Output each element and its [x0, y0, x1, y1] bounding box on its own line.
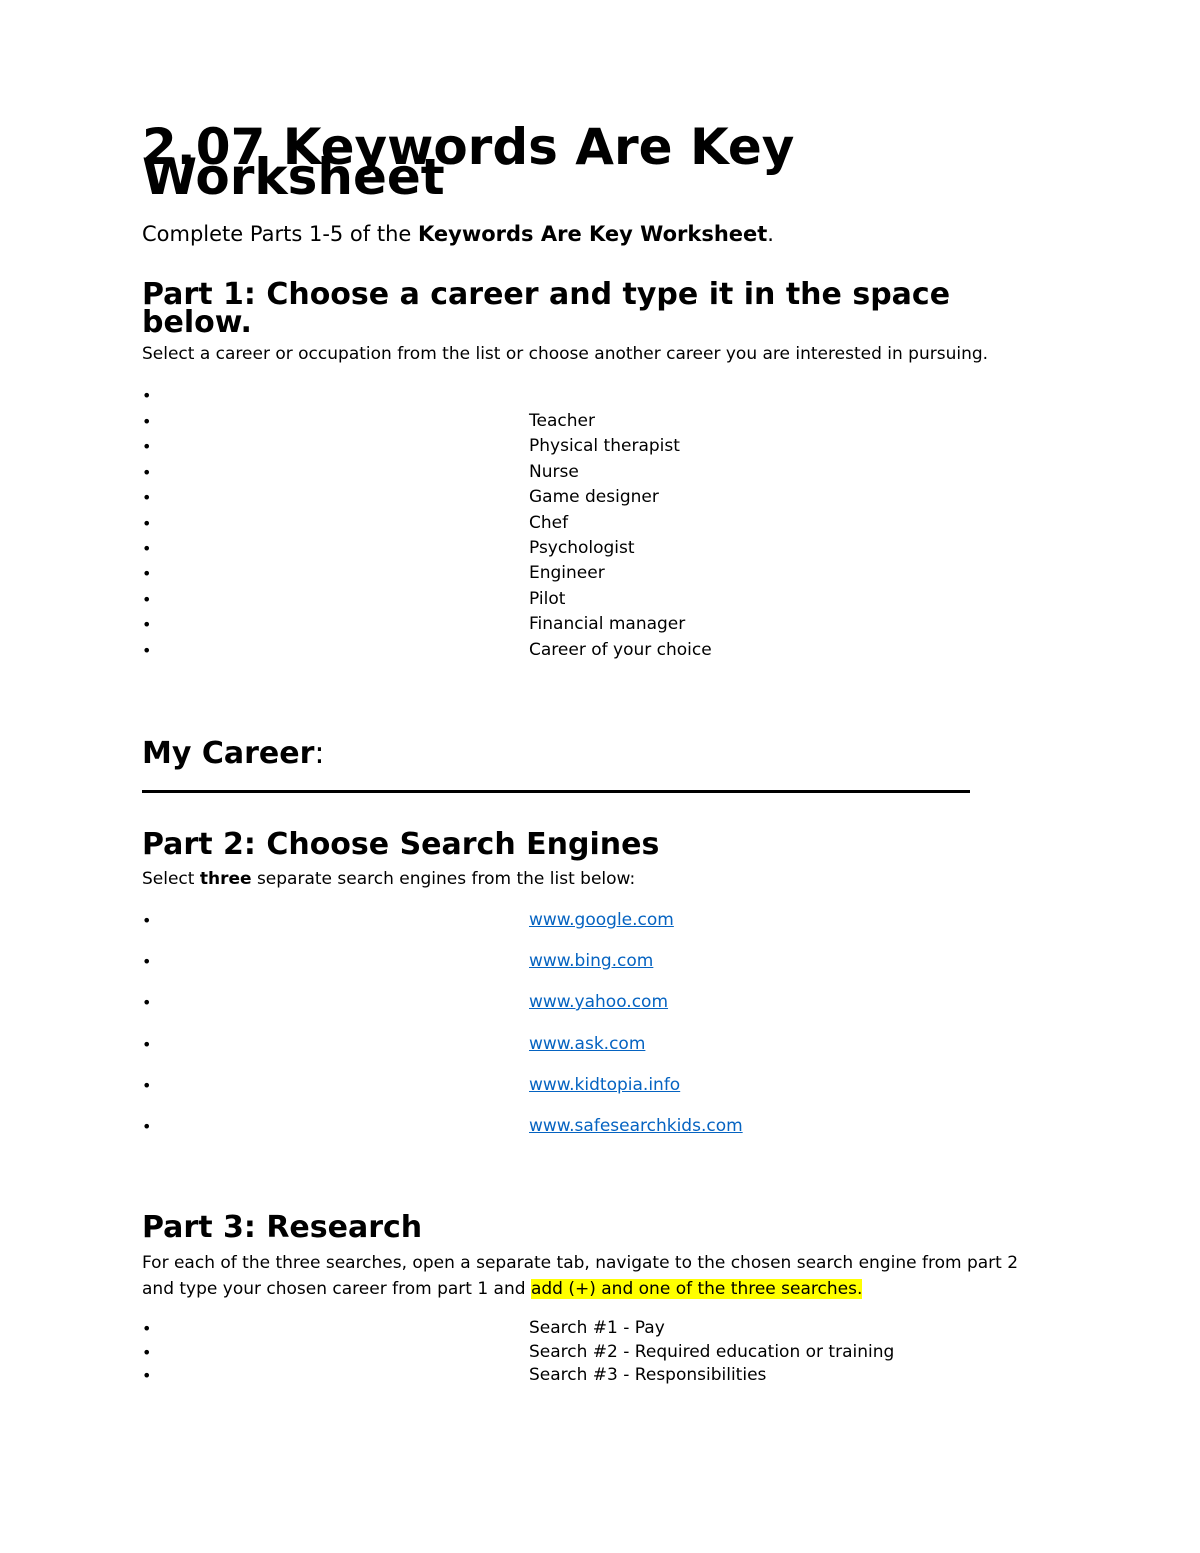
part3-instructions-line1: For each of the three searches, open a separate tab, navigate to the chosen search engine from part 2	[142, 1253, 1019, 1273]
bullet: •	[142, 615, 152, 634]
intro-text: Complete Parts 1-5 of the Keywords Are Key Worksheet.	[142, 222, 774, 246]
bullet: •	[142, 564, 152, 583]
bullet: •	[142, 514, 152, 533]
search-item: Search #3 - Responsibilities	[529, 1365, 767, 1385]
search-item: Search #2 - Required education or training	[529, 1342, 895, 1362]
part2-instructions: Select three separate search engines from the list below:	[142, 869, 636, 889]
part1-instructions: Select a career or occupation from the list or choose another career you are interested in pursuing.	[142, 344, 989, 364]
career-option: Psychologist	[529, 538, 635, 558]
career-option: Teacher	[529, 411, 595, 431]
career-option: Pilot	[529, 589, 566, 609]
bullet: •	[142, 437, 152, 456]
search-item: Search #1 - Pay	[529, 1318, 665, 1338]
part3-instructions-line2: and type your chosen career from part 1 and add (+) and one of the three searches.	[142, 1279, 863, 1299]
bullet: •	[142, 488, 152, 507]
search-engine-link-safesearchkids[interactable]: www.safesearchkids.com	[529, 1116, 743, 1136]
my-career-label: My Career:	[142, 736, 325, 771]
search-engine-link-yahoo[interactable]: www.yahoo.com	[529, 992, 669, 1012]
bullet: •	[142, 539, 152, 558]
bullet: •	[142, 412, 152, 431]
career-option: Nurse	[529, 462, 579, 482]
bullet: •	[142, 911, 152, 930]
part3-heading: Part 3: Research	[142, 1210, 423, 1245]
bullet: •	[142, 1343, 152, 1362]
search-engine-link-google[interactable]: www.google.com	[529, 910, 674, 930]
highlighted-text: add (+) and one of the three searches.	[530, 1279, 863, 1299]
career-option: Financial manager	[529, 614, 686, 634]
bullet: •	[142, 386, 152, 405]
bullet: •	[142, 952, 152, 971]
career-option: Physical therapist	[529, 436, 680, 456]
bullet: •	[142, 1076, 152, 1095]
bullet: •	[142, 1366, 152, 1385]
bullet: •	[142, 1035, 152, 1054]
bullet: •	[142, 641, 152, 660]
page-title: 2.07 Keywords Are Key Worksheet	[142, 118, 795, 206]
part2-heading: Part 2: Choose Search Engines	[142, 827, 660, 862]
career-option: Career of your choice	[529, 640, 712, 660]
career-option: Game designer	[529, 487, 659, 507]
search-engine-link-bing[interactable]: www.bing.com	[529, 951, 654, 971]
career-option: Engineer	[529, 563, 605, 583]
bullet: •	[142, 463, 152, 482]
bullet: •	[142, 590, 152, 609]
search-engine-link-kidtopia[interactable]: www.kidtopia.info	[529, 1075, 681, 1095]
bullet: •	[142, 993, 152, 1012]
bullet: •	[142, 1117, 152, 1136]
my-career-answer-line[interactable]	[142, 790, 970, 793]
search-engine-link-ask[interactable]: www.ask.com	[529, 1034, 646, 1054]
career-option: Chef	[529, 513, 569, 533]
part1-heading: Part 1: Choose a career and type it in the space below.	[142, 277, 951, 340]
bullet: •	[142, 1319, 152, 1338]
